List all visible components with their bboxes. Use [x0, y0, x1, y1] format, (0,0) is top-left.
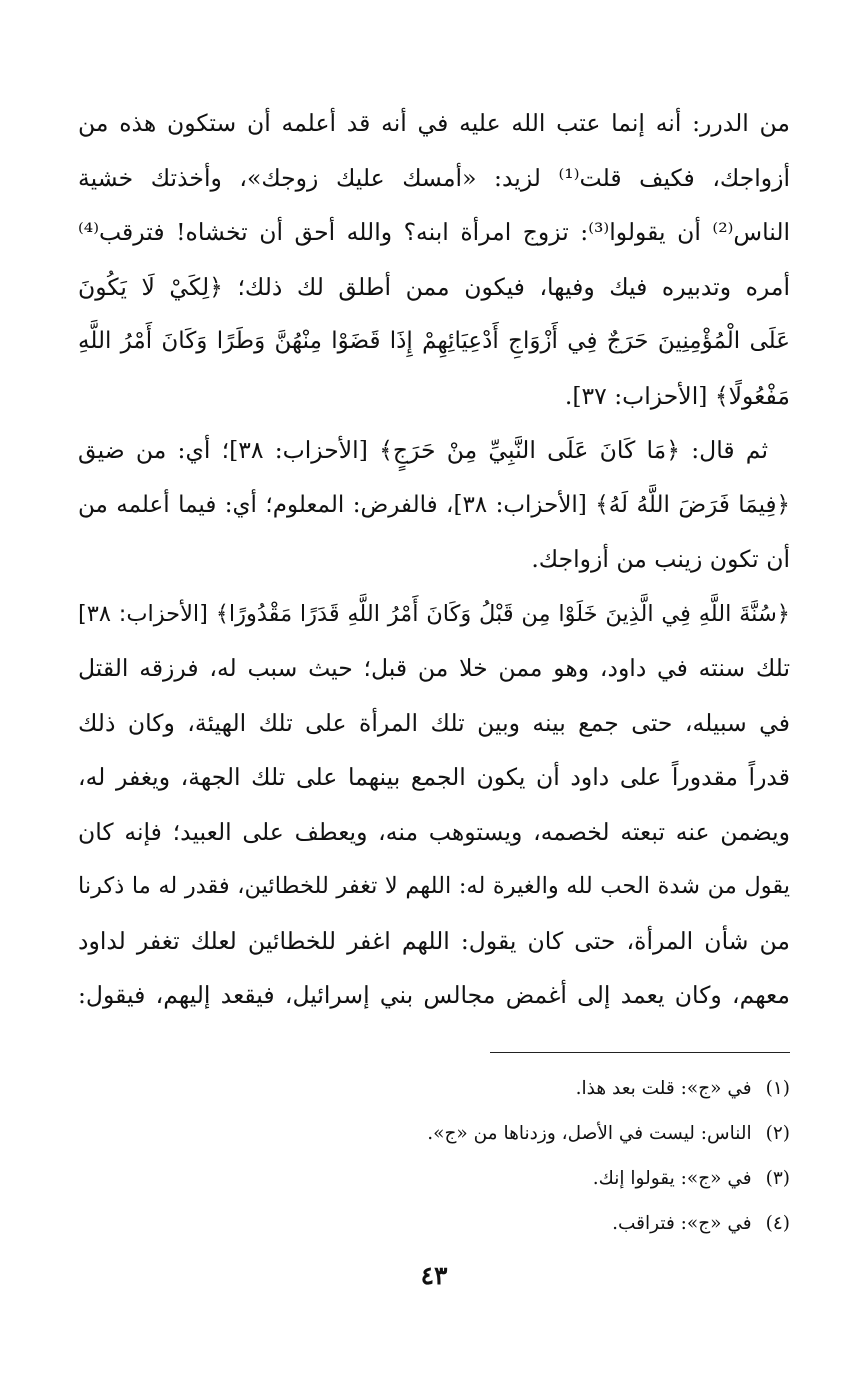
page-number: ٤٣ — [420, 1261, 448, 1290]
footnote-text: في «ج»: قلت بعد هذا. — [575, 1078, 752, 1099]
text-line-13: قدراً مقدوراً على داود أن يكون الجمع بينهما على تلك الجهة، ويغفر له، — [78, 763, 790, 791]
text-line-11: تلك سنته في داود، وهو ممن خلا من قبل؛ حيث سبب له، فرزقه القتل — [78, 654, 790, 682]
footnote-text: في «ج»: فتراقب. — [612, 1213, 752, 1234]
text-line-14: ويضمن عنه تبعته لخصمه، ويستوهب منه، ويعطف على العبيد؛ فإنه كان — [78, 817, 790, 846]
quran-verse-line-2: ﴿سُنَّةَ اللَّهِ فِي الَّذِينَ خَلَوْا مِن قَبْلُ وَكَانَ أَمْرُ اللَّهِ قَدَرًا مَقْدُورًا﴾ [الأحزاب: ٣٨] — [78, 600, 790, 627]
text-line-3: الناس⁽²⁾ أن يقولوا⁽³⁾: تزوج امرأة ابنه؟ والله أحق أن تخشاه! فترقب⁽⁴⁾ — [78, 218, 790, 246]
text-line-15: يقول من شدة الحب لله والغيرة له: اللهم لا تغفر للخطائين، فقدر له ما ذكرنا — [78, 873, 790, 899]
text-line-12: في سبيله، حتى جمع بينه وبين تلك المرأة على تلك الهيئة، وكان ذلك — [78, 708, 790, 737]
text-line-7: ثم قال: ﴿مَا كَانَ عَلَى النَّبِيِّ مِنْ حَرَجٍ﴾ [الأحزاب: ٣٨]؛ أي: من ضيق — [78, 436, 768, 464]
book-page — [78, 0, 790, 1389]
footnote-number: (٢) — [765, 1123, 790, 1144]
text-line-17: معهم، وكان يعمد إلى أغمض مجالس بني إسرائيل، فيقعد إليهم، فيقول: — [78, 981, 790, 1009]
footnote-separator — [490, 1052, 790, 1053]
text-line-16: من شأن المرأة، حتى كان يقول: اللهم اغفر للخطائين لعلك تغفر لداود — [78, 926, 790, 955]
text-line-4: أمره وتدبيره فيك وفيها، فيكون ممن أطلق لك ذلك؛ ﴿لِكَيْ لَا يَكُونَ — [78, 272, 790, 301]
text-line-2: أزواجك، فكيف قلت⁽¹⁾ لزيد: «أمسك عليك زوجك»، وأخذتك خشية — [78, 163, 790, 192]
text-line-1: من الدرر: أنه إنما عتب الله عليه في أنه قد أعلمه أن ستكون هذه من — [78, 109, 790, 137]
quran-verse-line: عَلَى الْمُؤْمِنِينَ حَرَجٌ فِي أَزْوَاجِ أَدْعِيَائِهِمْ إِذَا قَضَوْا مِنْهُنَّ وَطَرًا وَكَانَ أَمْرُ اللَّهِ — [78, 328, 790, 354]
main-text — [78, 96, 790, 1023]
footnote-text: الناس: ليست في الأصل، وزدناها من «ج». — [427, 1123, 752, 1144]
footnote-number: (٣) — [765, 1168, 790, 1189]
text-line-6: مَفْعُولًا﴾ [الأحزاب: ٣٧]. — [564, 381, 790, 410]
footnote-4 — [78, 1201, 790, 1246]
footnote-2 — [78, 1111, 790, 1156]
text-line-9: أن تكون زينب من أزواجك. — [531, 545, 790, 573]
footnotes — [78, 1066, 790, 1246]
footnote-text: في «ج»: يقولوا إنك. — [592, 1168, 752, 1189]
footnote-3 — [78, 1156, 790, 1201]
footnote-1 — [78, 1066, 790, 1111]
footnote-number: (٤) — [765, 1213, 790, 1234]
footnote-number: (١) — [765, 1078, 790, 1099]
text-line-8: ﴿فِيمَا فَرَضَ اللَّهُ لَهُ﴾ [الأحزاب: ٣٨]، فالفرض: المعلوم؛ أي: فيما أعلمه من — [78, 491, 790, 518]
